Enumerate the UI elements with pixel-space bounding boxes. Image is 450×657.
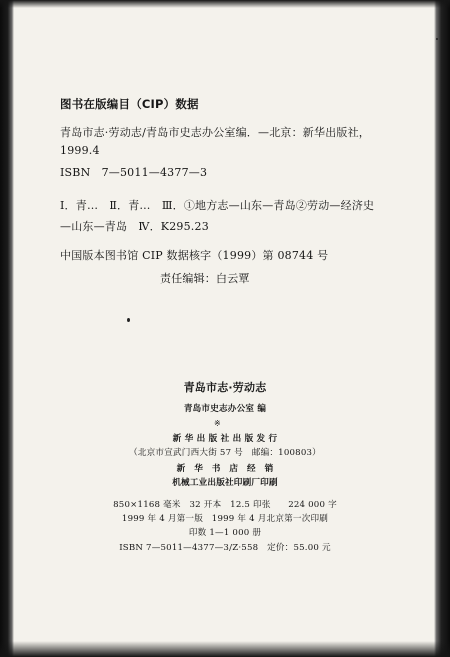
scan-speck	[436, 38, 438, 40]
specs-line: 850×1168 毫米 32 开本 12.5 印张 224 000 字	[113, 500, 337, 510]
cip-verification: 中国版本图书馆 CIP 数据核字（1999）第 08744 号	[60, 249, 329, 262]
divider-mark: ※	[214, 419, 221, 428]
price-line: ISBN 7—5011—4377—3/Z·558 定价：55.00 元	[119, 543, 331, 553]
scan-edge-left	[0, 0, 14, 657]
cip-isbn: ISBN 7—5011—4377—3	[60, 166, 208, 179]
publisher-address: （北京市宣武门西大街 57 号 邮编：100803）	[129, 448, 321, 458]
scan-speck	[127, 318, 130, 322]
cip-heading: 图书在版编目（CIP）数据	[60, 97, 199, 111]
publisher: 新 华 出 版 社 出 版 发 行	[172, 434, 278, 444]
scan-edge-bottom	[0, 641, 450, 657]
book-author: 青岛市史志办公室 编	[183, 404, 267, 414]
editor-line: 责任编辑：白云覃	[160, 272, 250, 285]
cip-date: 1999.4	[60, 144, 100, 157]
cip-subject-line-1: Ⅰ．青… Ⅱ．青… Ⅲ．①地方志—山东—青岛②劳动—经济史	[60, 199, 375, 212]
book-title: 青岛市志·劳动志	[183, 381, 267, 394]
printer: 机械工业出版社印刷厂印刷	[172, 478, 278, 488]
cip-main-line: 青岛市志·劳动志/青岛市史志办公室编．—北京：新华出版社，	[60, 126, 371, 139]
scan-edge-top	[0, 0, 450, 8]
edition-line: 1999 年 4 月第一版 1999 年 4 月北京第一次印刷	[121, 514, 329, 524]
scan-edge-right	[434, 0, 450, 657]
print-run: 印数 1—1 000 册	[188, 528, 262, 538]
distributor: 新 华 书 店 经 销	[176, 464, 274, 474]
cip-subject-line-2: —山东—青岛 Ⅳ．K295.23	[60, 220, 209, 233]
